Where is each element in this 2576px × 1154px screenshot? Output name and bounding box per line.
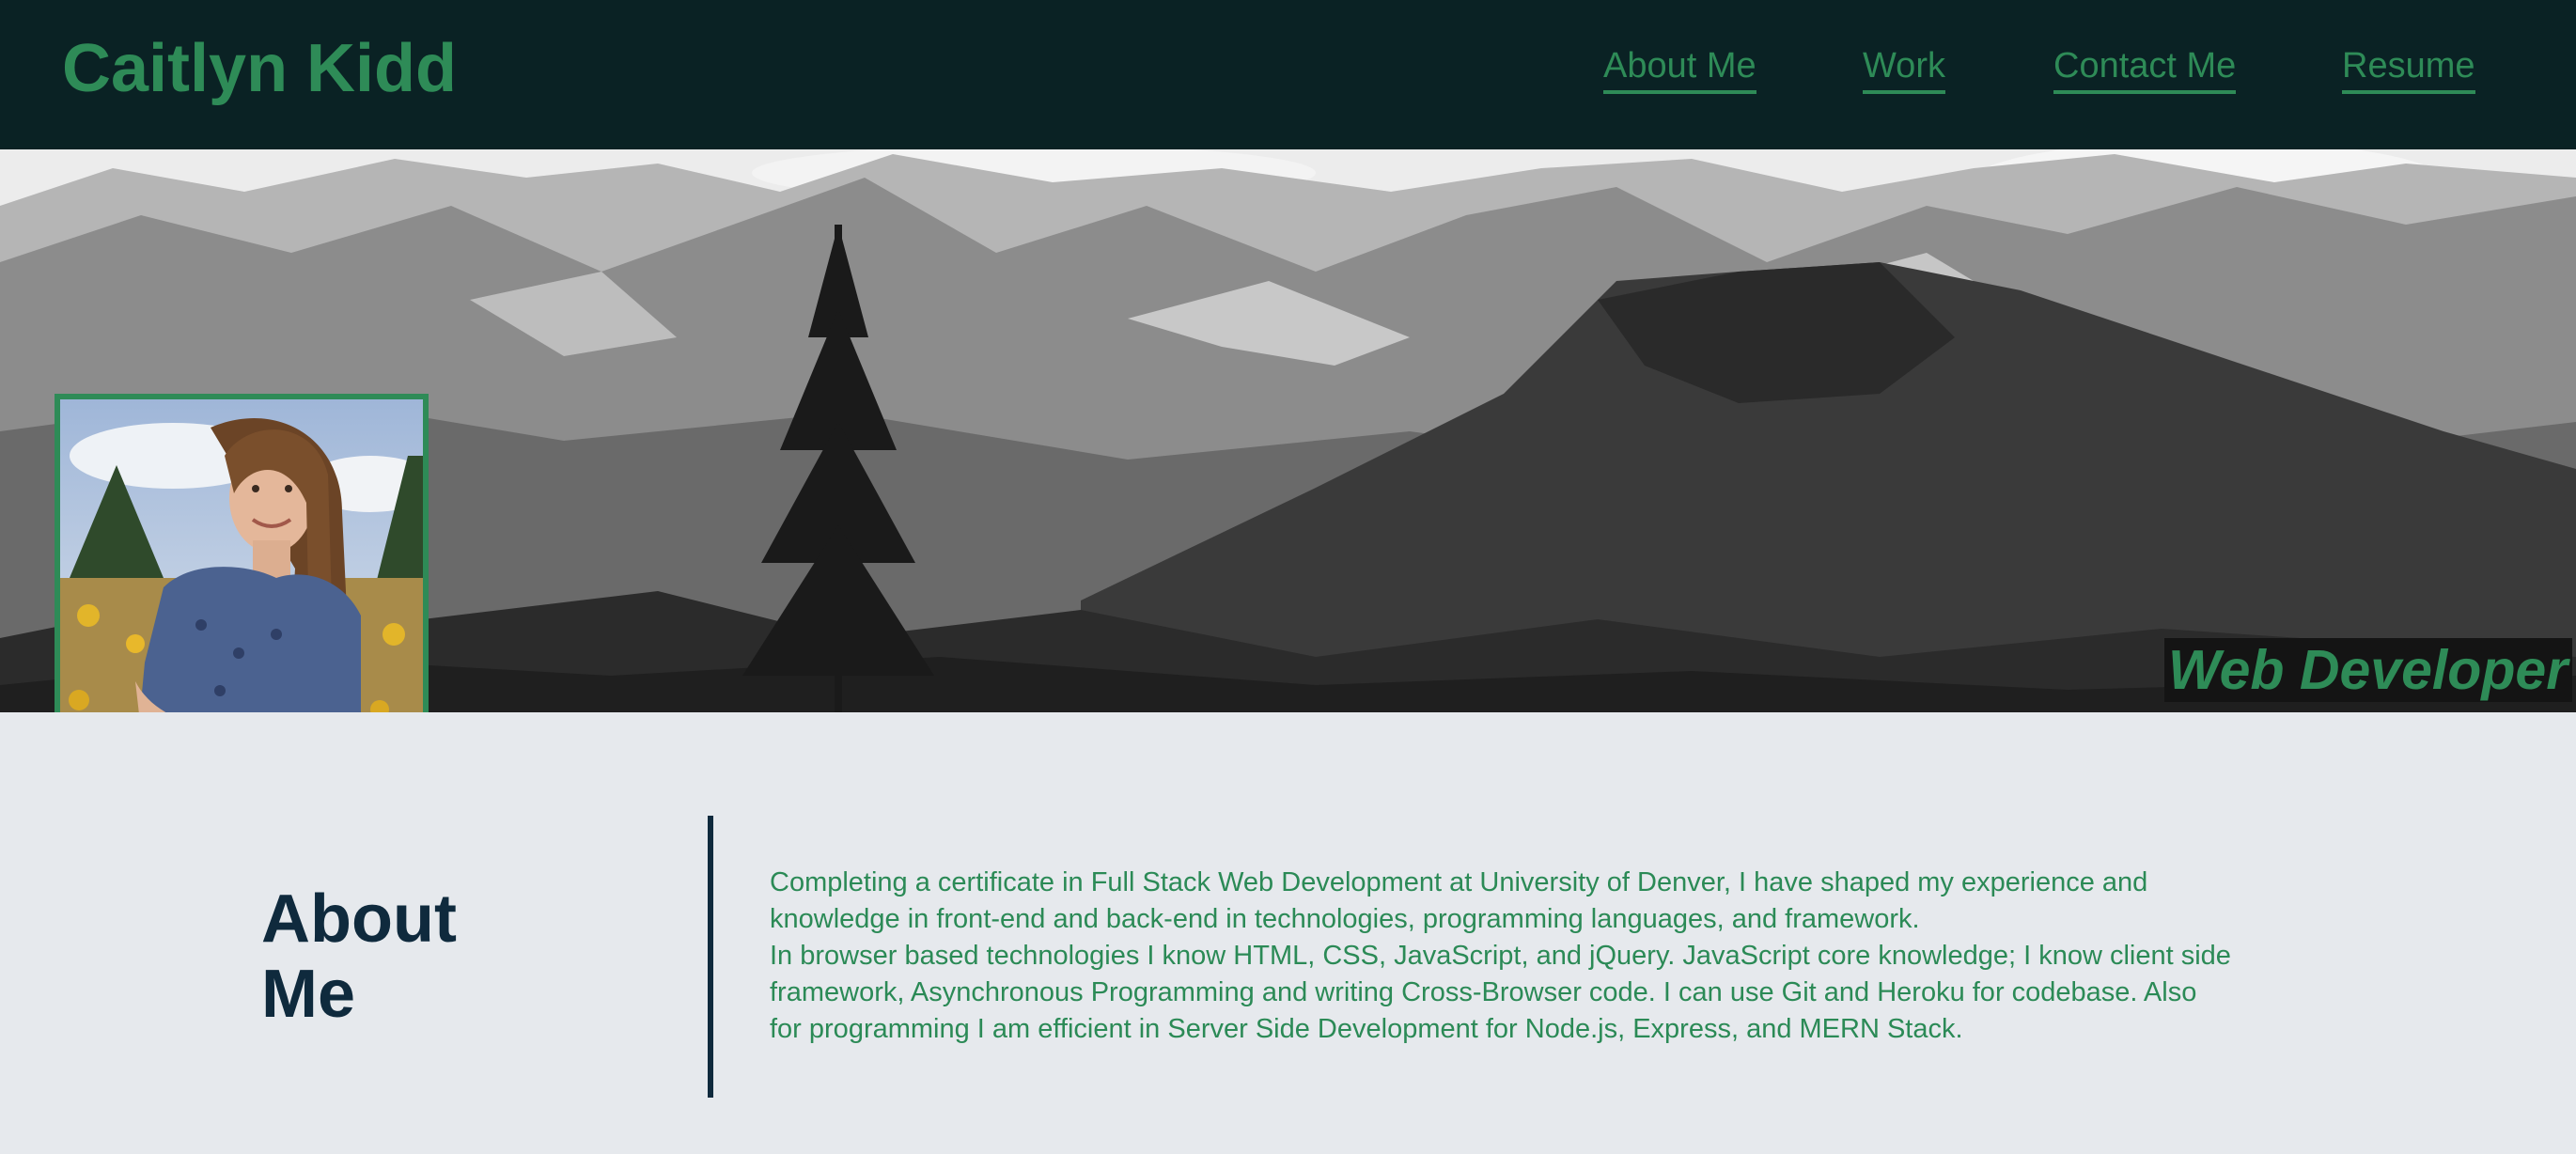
about-paragraph-2: In browser based technologies I know HTML, CSS, JavaScript, and jQuery. JavaScript core knowledge; I know client side framework, Asynchronous Programming and writing Cross-Browser code. I can use Git and Heroku for codebase. Also for programming I am efficient in Server Side Development for Node.js, Express, and MERN Stack. <box>770 941 2231 1044</box>
site-header <box>0 0 2576 149</box>
about-heading: About Me <box>261 881 457 1032</box>
profile-photo <box>55 394 429 712</box>
about-paragraph-1: Completing a certificate in Full Stack Web Development at University of Denver, I have shaped my experience and knowledge in front-end and back-end in technologies, programming languages, and framework. <box>770 867 2148 934</box>
tagline-badge: Web Developer <box>2164 638 2572 702</box>
main-nav <box>0 43 2576 100</box>
nav-work[interactable]: Work <box>1863 43 1945 94</box>
nav-contact-me[interactable]: Contact Me <box>2053 43 2236 94</box>
section-divider <box>708 816 713 1098</box>
brand-name[interactable]: Caitlyn Kidd <box>62 31 458 106</box>
nav-about-me[interactable]: About Me <box>1603 43 1756 94</box>
nav-resume[interactable]: Resume <box>2342 43 2475 94</box>
profile-photo-image <box>60 399 423 712</box>
hero-banner <box>0 149 2576 712</box>
about-description <box>770 865 2236 1048</box>
